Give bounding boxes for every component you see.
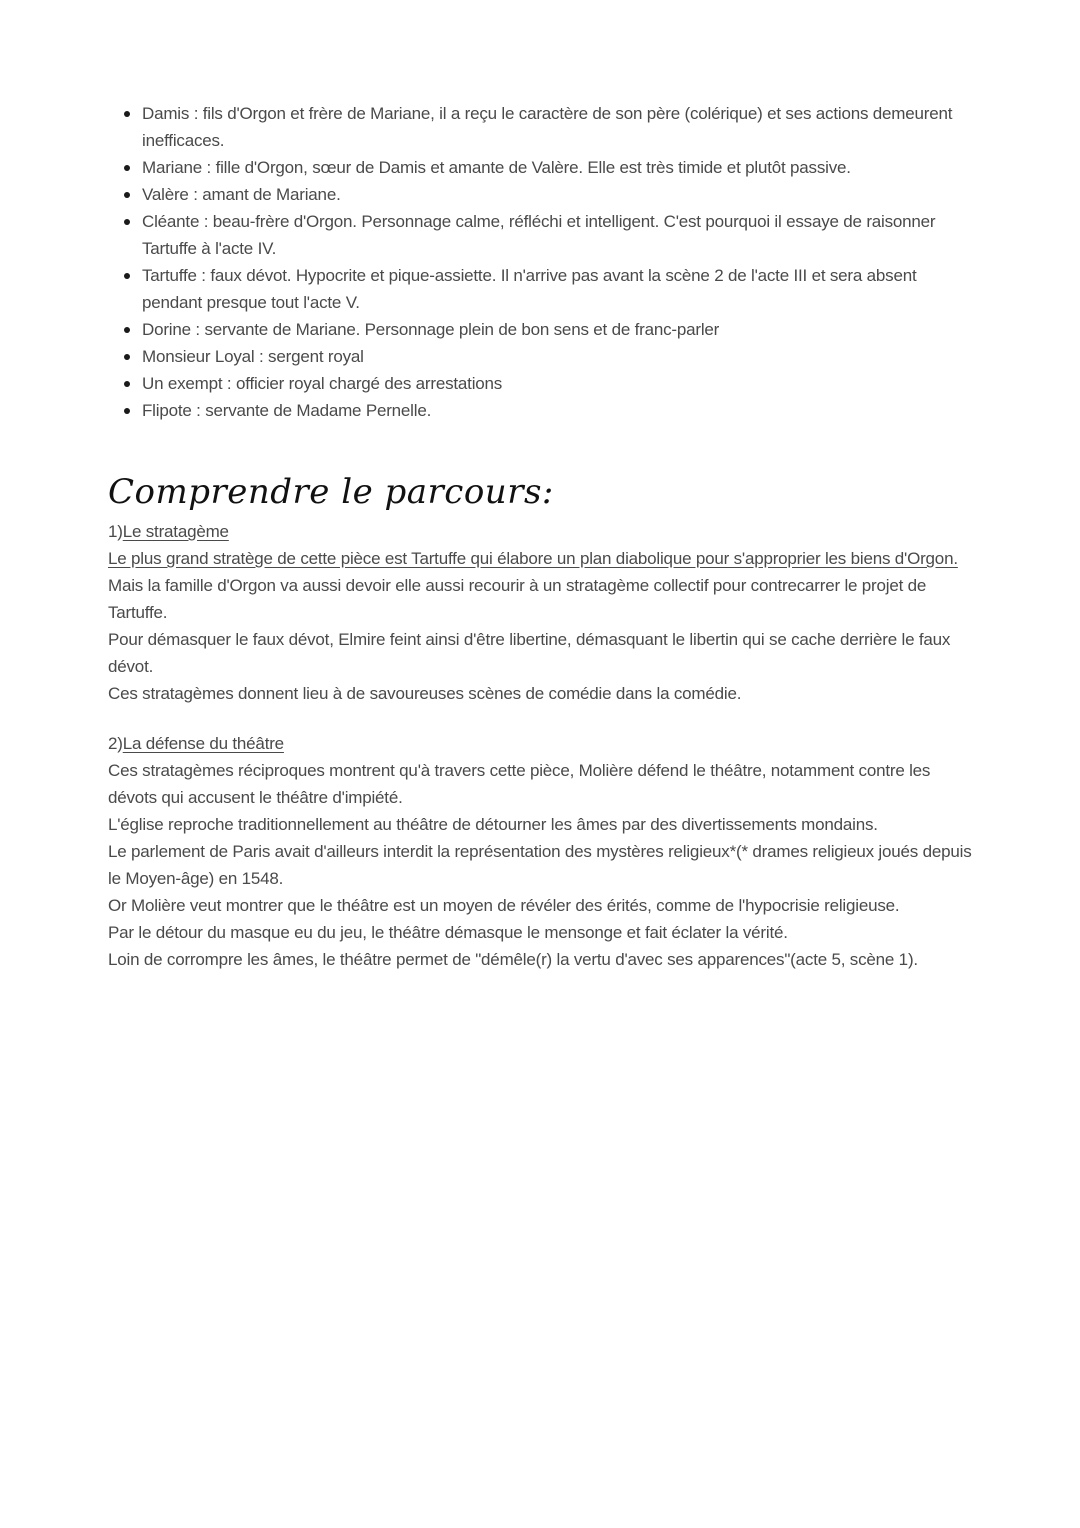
list-item: Dorine : servante de Mariane. Personnage plein de bon sens et de franc-parler bbox=[116, 316, 978, 343]
bullet-icon bbox=[124, 192, 130, 198]
paragraph-line: L'église reproche traditionnellement au théâtre de détourner les âmes par des divertissements mondains. bbox=[108, 815, 878, 834]
paragraph-line: Ces stratagèmes réciproques montrent qu'à travers cette pièce, Molière défend le théâtre, notamment contre les dévots qui accusent le théâtre d'impiété. bbox=[108, 761, 931, 807]
bullet-icon bbox=[124, 165, 130, 171]
list-item: Flipote : servante de Madame Pernelle. bbox=[116, 397, 978, 424]
paragraph-line: Or Molière veut montrer que le théâtre est un moyen de révéler des érités, comme de l'hypocrisie religieuse. bbox=[108, 896, 900, 915]
section-stratageme bbox=[108, 518, 978, 707]
character-list bbox=[116, 100, 978, 424]
paragraph-line: Par le détour du masque eu du jeu, le théâtre démasque le mensonge et fait éclater la vérité. bbox=[108, 923, 788, 942]
paragraph-line: Loin de corrompre les âmes, le théâtre permet de "démêle(r) la vertu d'avec ses apparences"(acte 5, scène 1). bbox=[108, 950, 918, 969]
list-item: Monsieur Loyal : sergent royal bbox=[116, 343, 978, 370]
paragraph-line: Ces stratagèmes donnent lieu à de savoureuses scènes de comédie dans la comédie. bbox=[108, 684, 742, 703]
bullet-icon bbox=[124, 408, 130, 414]
bullet-icon bbox=[124, 381, 130, 387]
paragraph-line: Pour démasquer le faux dévot, Elmire feint ainsi d'être libertine, démasquant le libertin qui se cache derrière le faux dévot. bbox=[108, 630, 951, 676]
subheading-stratageme: 1)Le stratagème bbox=[108, 522, 229, 541]
subheading-defense: 2)La défense du théâtre bbox=[108, 734, 284, 753]
section-defense-theatre bbox=[108, 730, 978, 973]
bullet-icon bbox=[124, 327, 130, 333]
bullet-icon bbox=[124, 354, 130, 360]
list-item: Valère : amant de Mariane. bbox=[116, 181, 978, 208]
paragraph-line: Le plus grand stratège de cette pièce est Tartuffe qui élabore un plan diabolique pour s'approprier les biens d'Orgon. bbox=[108, 549, 958, 568]
list-item: Un exempt : officier royal chargé des arrestations bbox=[116, 370, 978, 397]
bullet-icon bbox=[124, 273, 130, 279]
paragraph-line: Le parlement de Paris avait d'ailleurs interdit la représentation des mystères religieux*(* drames religieux joués depuis le Moyen-âge) en 1548. bbox=[108, 842, 972, 888]
document-page bbox=[108, 100, 978, 973]
bullet-icon bbox=[124, 111, 130, 117]
list-item: Tartuffe : faux dévot. Hypocrite et pique-assiette. Il n'arrive pas avant la scène 2 de l'acte III et sera absent pendant presque tout l'acte V. bbox=[116, 262, 978, 316]
paragraph-line: Mais la famille d'Orgon va aussi devoir elle aussi recourir à un stratagème collectif pour contrecarrer le projet de Tartuffe. bbox=[108, 576, 927, 622]
bullet-icon bbox=[124, 219, 130, 225]
list-item: Damis : fils d'Orgon et frère de Mariane, il a reçu le caractère de son père (colérique) et ses actions demeurent inefficaces. bbox=[116, 100, 978, 154]
list-item: Cléante : beau-frère d'Orgon. Personnage calme, réfléchi et intelligent. C'est pourquoi il essaye de raisonner Tartuffe à l'acte IV. bbox=[116, 208, 978, 262]
section-title: Comprendre le parcours: bbox=[108, 472, 554, 512]
list-item: Mariane : fille d'Orgon, sœur de Damis et amante de Valère. Elle est très timide et plutôt passive. bbox=[116, 154, 978, 181]
